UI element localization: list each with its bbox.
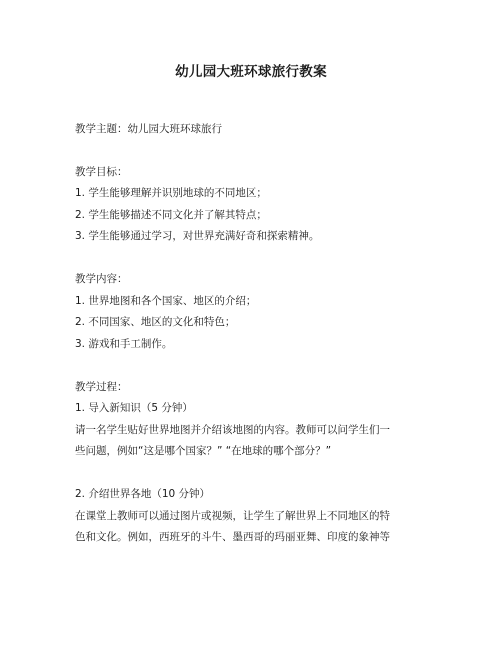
step-title: 1. 导入新知识（5 分钟） bbox=[75, 402, 193, 414]
objective-item: 3. 学生能够通过学习，对世界充满好奇和探索精神。 bbox=[75, 230, 320, 242]
step-paragraph-line: 在课堂上教师可以通过图片或视频，让学生了解世界上不同地区的特 bbox=[75, 510, 390, 522]
step-paragraph-line: 色和文化。例如，西班牙的斗牛、墨西哥的玛丽亚舞、印度的象神等 bbox=[75, 531, 390, 543]
content-heading: 教学内容： bbox=[75, 273, 128, 285]
objective-item: 1. 学生能够理解并识别地球的不同地区； bbox=[75, 187, 267, 199]
step-title: 2. 介绍世界各地（10 分钟） bbox=[75, 488, 211, 500]
step-paragraph-line: 请一名学生贴好世界地图并介绍该地图的内容。教师可以问学生们一 bbox=[75, 424, 390, 436]
step-paragraph-line: 些问题，例如“这是哪个国家？” “在地球的哪个部分？” bbox=[75, 445, 332, 457]
document-title: 幼儿园大班环球旅行教案 bbox=[175, 64, 327, 80]
process-heading: 教学过程： bbox=[75, 381, 128, 393]
content-item: 1. 世界地图和各个国家、地区的介绍； bbox=[75, 295, 257, 307]
content-item: 3. 游戏和手工制作。 bbox=[75, 338, 173, 350]
objectives-heading: 教学目标： bbox=[75, 166, 128, 178]
objective-item: 2. 学生能够描述不同文化并了解其特点； bbox=[75, 209, 267, 221]
content-item: 2. 不同国家、地区的文化和特色； bbox=[75, 316, 236, 328]
teaching-theme: 教学主题：幼儿园大班环球旅行 bbox=[75, 123, 222, 135]
